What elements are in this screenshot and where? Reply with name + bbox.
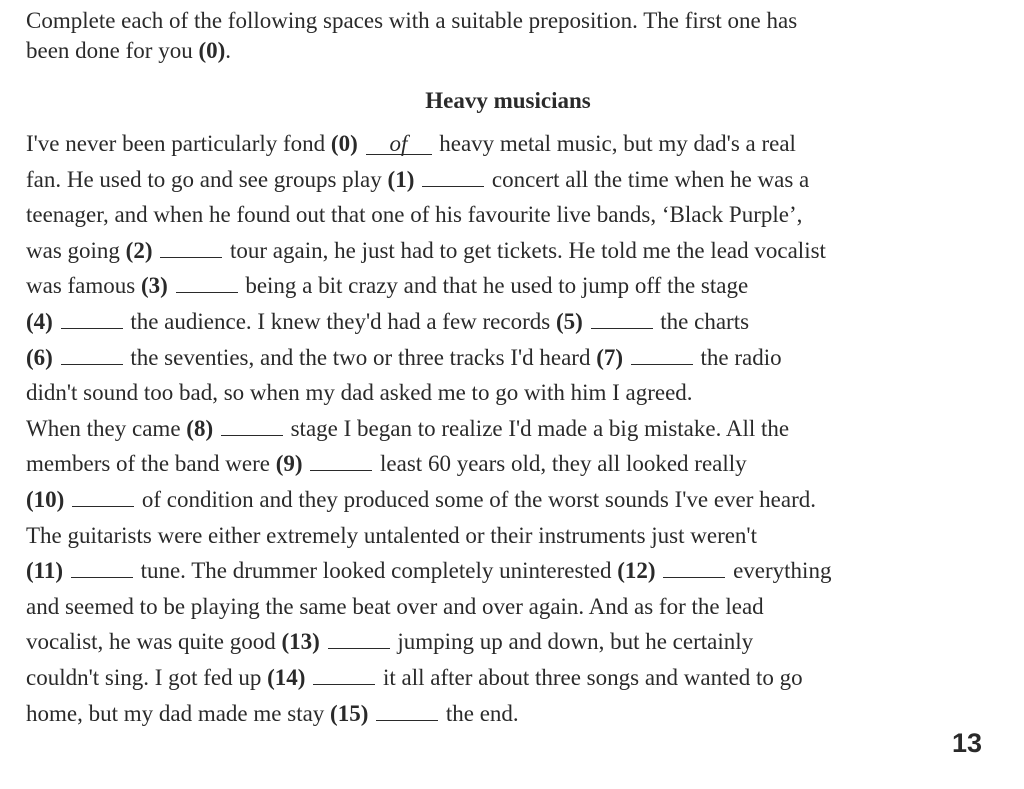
gap-number: (1) — [387, 166, 415, 192]
gap-number: (11) — [26, 558, 64, 584]
gap-13-blank[interactable] — [328, 628, 390, 649]
passage-text: the charts — [654, 308, 750, 334]
passage-text: tour again, he just had to get tickets. He told me the lead vocalist — [224, 237, 826, 263]
page-number: 13 — [952, 728, 983, 758]
passage-text: members of the band were — [26, 451, 276, 477]
gap-number: (4) — [26, 308, 53, 334]
instructions — [26, 6, 986, 66]
gap-number: (7) — [596, 344, 624, 370]
passage-text: When they came — [26, 415, 187, 441]
instructions-text: Complete each of the following spaces with a suitable preposition. The first one has — [26, 8, 798, 33]
gap-1-blank[interactable] — [422, 166, 484, 187]
gap-0-example-answer: of — [366, 134, 432, 155]
instructions-text: been done for you — [26, 38, 193, 63]
passage-text: being a bit crazy and that he used to jump off the stage — [239, 273, 749, 299]
gap-3-blank[interactable] — [176, 272, 238, 293]
gap-10-blank[interactable] — [72, 486, 134, 507]
passage-text: least 60 years old, they all looked really — [374, 451, 747, 477]
passage-text: didn't sound too bad, so when my dad asked me to go with him I agreed. — [26, 380, 693, 406]
passage-text: everything — [727, 558, 832, 584]
passage-text: home, but my dad made me stay — [26, 700, 331, 726]
passage-line — [26, 126, 1016, 162]
gap-number: (12) — [617, 558, 656, 584]
gap-number: (8) — [186, 415, 214, 441]
passage-line — [26, 197, 1016, 233]
passage-text: stage I began to realize I'd made a big mistake. All the — [284, 415, 790, 441]
passage-text: concert all the time when he was a — [486, 166, 810, 192]
gap-number: (10) — [26, 486, 65, 512]
gap-15-blank[interactable] — [376, 700, 438, 721]
passage-text: I've never been particularly fond — [26, 131, 331, 156]
passage-line — [26, 411, 1016, 447]
passage-text: was famous — [26, 273, 141, 299]
gap-number: (5) — [555, 308, 583, 334]
passage-line — [26, 624, 1016, 660]
gap-number: (9) — [275, 451, 303, 477]
passage-text: tune. The drummer looked completely uninterested — [134, 558, 618, 584]
gap-number: (6) — [26, 344, 53, 370]
passage-text: the end. — [440, 700, 519, 726]
instructions-end: . — [225, 38, 232, 63]
gap-12-blank[interactable] — [663, 557, 725, 578]
gap-number: (14) — [267, 664, 306, 690]
example-ref: (0) — [198, 38, 226, 63]
passage-line — [26, 233, 1016, 269]
passage-text: it all after about three songs and wanted to go — [377, 664, 803, 690]
gap-6-blank[interactable] — [61, 344, 123, 365]
passage-text: jumping up and down, but he certainly — [391, 629, 754, 655]
passage-title: Heavy musicians — [425, 88, 591, 113]
passage-line — [26, 268, 1016, 304]
passage-text: of condition and they produced some of the worst sounds I've ever heard. — [136, 486, 816, 512]
gap-5-blank[interactable] — [591, 308, 653, 329]
passage-line — [26, 482, 1016, 518]
gap-11-blank[interactable] — [71, 557, 133, 578]
passage-line — [26, 446, 1016, 482]
gap-number: (15) — [330, 700, 369, 726]
passage-line — [26, 375, 1016, 411]
passage-text: The guitarists were either extremely untalented or their instruments just weren't — [26, 522, 757, 548]
passage-line — [26, 518, 1016, 554]
passage-text: the audience. I knew they'd had a few records — [124, 308, 556, 334]
gap-2-blank[interactable] — [160, 237, 222, 258]
passage-line — [26, 696, 1016, 732]
gap-number: (13) — [281, 629, 320, 655]
gap-number: (2) — [125, 237, 153, 263]
passage-text: the radio — [694, 344, 782, 370]
passage-text: the seventies, and the two or three tracks I'd heard — [124, 344, 597, 370]
passage-line — [26, 304, 1016, 340]
passage-text: couldn't sing. I got fed up — [26, 664, 268, 690]
passage — [26, 126, 1016, 731]
gap-number: (0) — [330, 131, 358, 156]
gap-8-blank[interactable] — [221, 415, 283, 436]
gap-9-blank[interactable] — [310, 450, 372, 471]
passage-text: heavy metal music, but my dad's a real — [433, 131, 796, 156]
passage-line — [26, 553, 1016, 589]
passage-line — [26, 660, 1016, 696]
passage-text: and seemed to be playing the same beat over and over again. And as for the lead — [26, 593, 764, 619]
passage-line — [26, 162, 1016, 198]
passage-text: vocalist, he was quite good — [26, 629, 282, 655]
gap-14-blank[interactable] — [313, 664, 375, 685]
passage-line — [26, 589, 1016, 625]
gap-7-blank[interactable] — [631, 344, 693, 365]
gap-4-blank[interactable] — [61, 308, 123, 329]
gap-number: (3) — [140, 273, 168, 299]
passage-text: fan. He used to go and see groups play — [26, 166, 388, 192]
passage-text: was going — [26, 237, 126, 263]
passage-text: teenager, and when he found out that one of his favourite live bands, ‘Black Purple’, — [26, 202, 803, 228]
passage-line — [26, 340, 1016, 376]
